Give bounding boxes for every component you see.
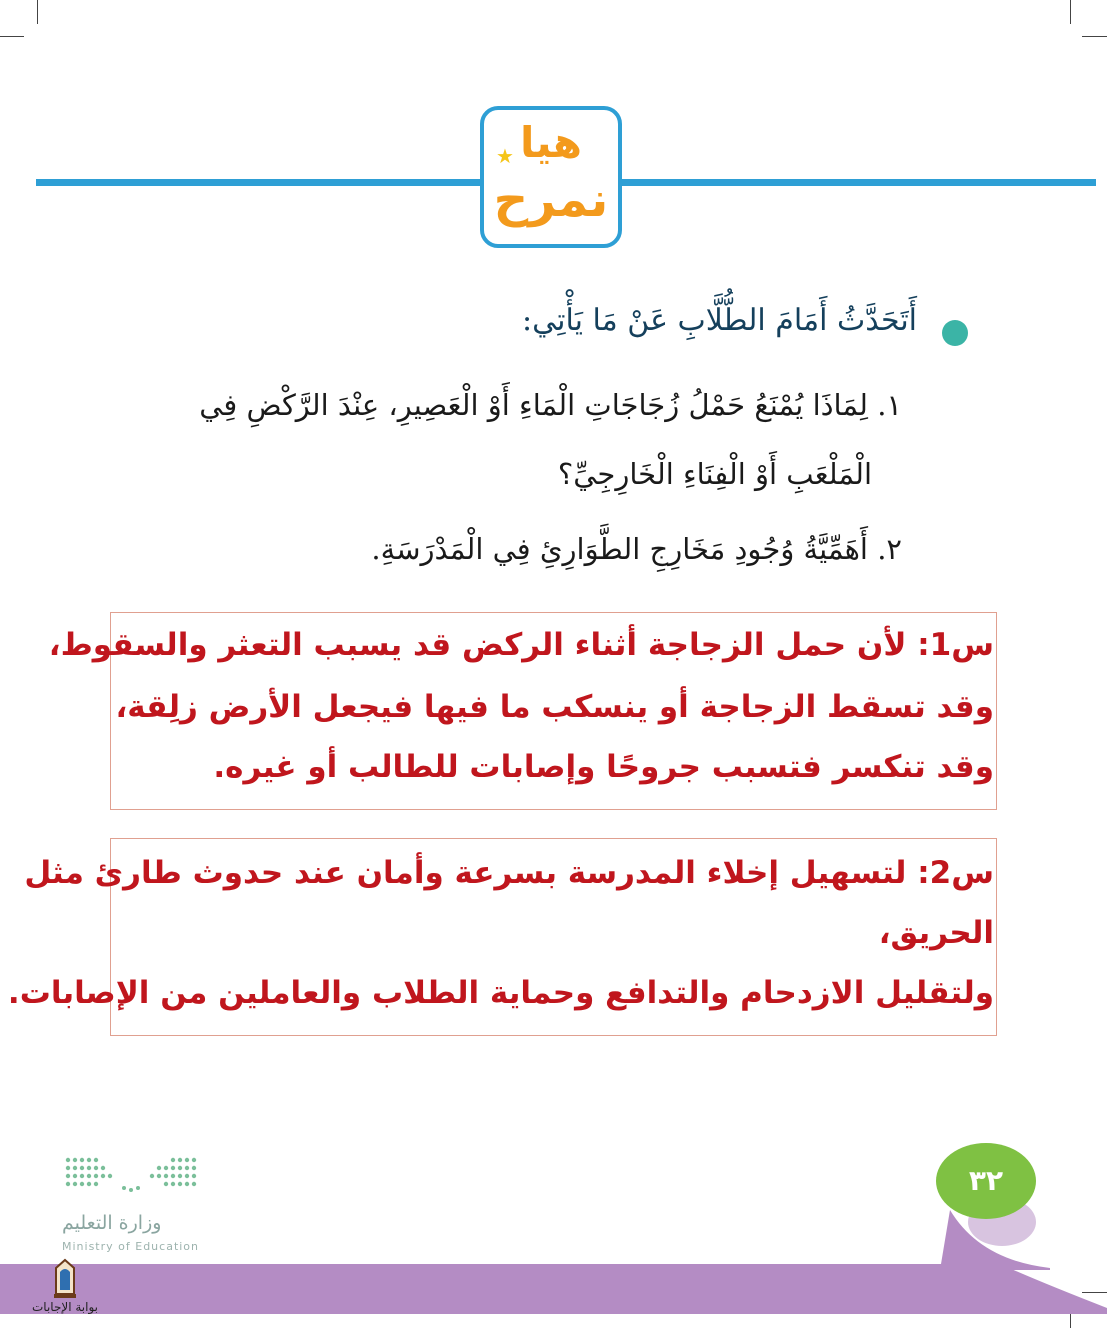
crop-mark bbox=[1070, 0, 1071, 24]
answer-1-box bbox=[48, 612, 997, 810]
answer-2-line-2: الحريق، bbox=[878, 915, 994, 951]
ministry-name-ar: وزارة التعليم bbox=[62, 1212, 162, 1234]
question-1-line-1: ١. لِمَاذَا يُمْنَعُ حَمْلُ زُجَاجَاتِ الْمَاءِ أَوْ الْعَصِيرِ، عِنْدَ الرَّكْضِ فِي bbox=[199, 388, 902, 422]
page-number: ٣٢ bbox=[936, 1143, 1036, 1219]
section-badge bbox=[480, 106, 622, 248]
crop-mark bbox=[1082, 36, 1107, 37]
question-1-line-2: الْمَلْعَبِ أَوْ الْفِنَاءِ الْخَارِجِيِّ؟ bbox=[557, 457, 872, 491]
badge-line-2: نمرح bbox=[493, 172, 609, 228]
ministry-logo-icon bbox=[64, 1156, 198, 1196]
lantern-logo-icon bbox=[44, 1258, 86, 1300]
answer-1-line-3: وقد تنكسر فتسبب جروحًا وإصابات للطالب أو غيره. bbox=[213, 749, 994, 785]
star-icon: ★ bbox=[496, 144, 514, 168]
question-2: ٢. أَهَمِّيَّةُ وُجُودِ مَخَارِجِ الطَّوَارِئِ فِي الْمَدْرَسَةِ. bbox=[371, 532, 902, 566]
answer-1-line-1: س1: لأن حمل الزجاجة أثناء الركض قد يسبب التعثر والسقوط، bbox=[48, 627, 994, 663]
site-watermark: بوابة الإجابات bbox=[32, 1300, 99, 1314]
activity-prompt: أَتَحَدَّثُ أَمَامَ الطُّلَّابِ عَنْ مَا يَأْتِي: bbox=[522, 303, 917, 338]
answer-2-line-1: س2: لتسهيل إخلاء المدرسة بسرعة وأمان عند حدوث طارئ مثل bbox=[24, 855, 994, 891]
badge-line-1: هيا bbox=[519, 118, 583, 167]
bullet-dot bbox=[942, 320, 968, 346]
answer-1-line-2: وقد تسقط الزجاجة أو ينسكب ما فيها فيجعل الأرض زلِقة، bbox=[115, 689, 994, 725]
answer-2-box bbox=[7, 838, 997, 1036]
crop-mark bbox=[37, 0, 38, 24]
answer-2-line-3: ولتقليل الازدحام والتدافع وحماية الطلاب والعاملين من الإصابات. bbox=[7, 975, 994, 1011]
crop-mark bbox=[0, 36, 24, 37]
ministry-name-en: Ministry of Education bbox=[62, 1240, 200, 1253]
